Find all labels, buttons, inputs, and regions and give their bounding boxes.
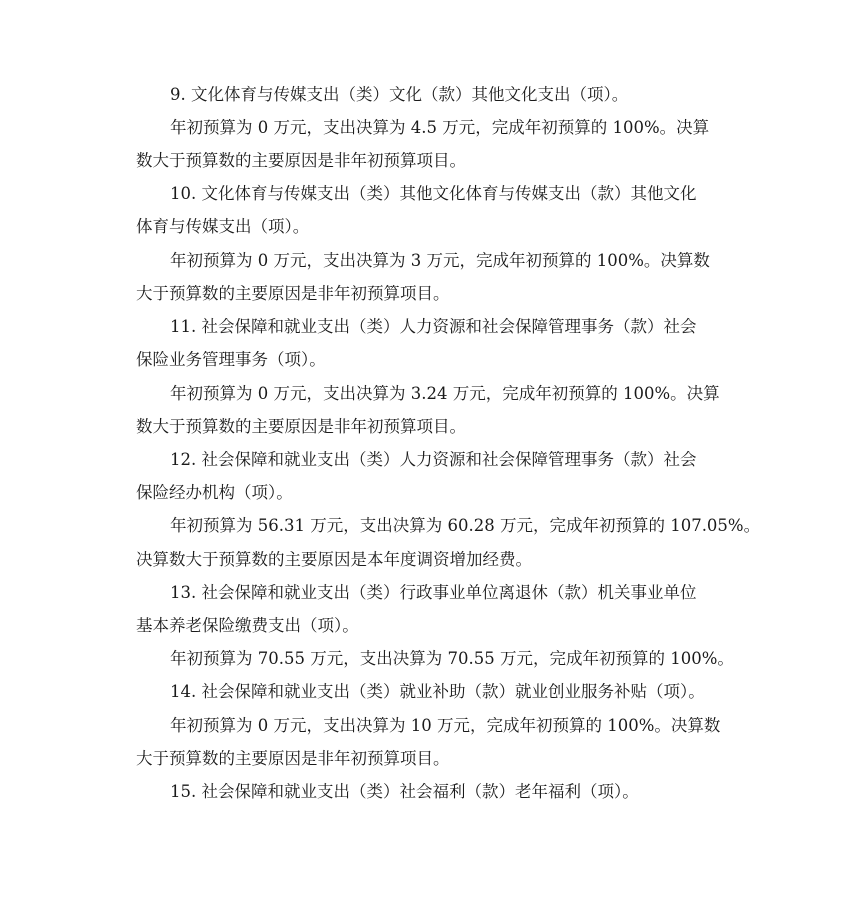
- item-11-heading-line-2: 保险业务管理事务（项）。: [136, 350, 326, 369]
- item-11-heading-line-1: 11. 社会保障和就业支出（类）人力资源和社会保障管理事务（款）社会: [170, 317, 697, 336]
- item-13-body-line-1: 年初预算为 70.55 万元，支出决算为 70.55 万元，完成年初预算的 100%。: [170, 649, 734, 668]
- item-9-heading: 9. 文化体育与传媒支出（类）文化（款）其他文化支出（项）。: [170, 85, 629, 104]
- item-10-body-line-1: 年初预算为 0 万元，支出决算为 3 万元，完成年初预算的 100%。决算数: [170, 251, 710, 270]
- item-12-body-line-2: 决算数大于预算数的主要原因是本年度调资增加经费。: [136, 550, 532, 569]
- item-10-body-line-2: 大于预算数的主要原因是非年初预算项目。: [136, 284, 450, 303]
- item-11-body-line-2: 数大于预算数的主要原因是非年初预算项目。: [136, 417, 466, 436]
- item-10-heading-line-1: 10. 文化体育与传媒支出（类）其他文化体育与传媒支出（款）其他文化: [170, 184, 697, 203]
- item-9-body-line-1: 年初预算为 0 万元，支出决算为 4.5 万元，完成年初预算的 100%。决算: [170, 118, 710, 137]
- item-14-heading: 14. 社会保障和就业支出（类）就业补助（款）就业创业服务补贴（项）。: [170, 682, 705, 701]
- item-14-body-line-2: 大于预算数的主要原因是非年初预算项目。: [136, 749, 450, 768]
- item-11-body-line-1: 年初预算为 0 万元，支出决算为 3.24 万元，完成年初预算的 100%。决算: [170, 384, 720, 403]
- item-12-body-line-1: 年初预算为 56.31 万元，支出决算为 60.28 万元，完成年初预算的 107.05%。: [170, 516, 761, 535]
- item-12-heading-line-2: 保险经办机构（项）。: [136, 483, 293, 502]
- item-12-heading-line-1: 12. 社会保障和就业支出（类）人力资源和社会保障管理事务（款）社会: [170, 450, 697, 469]
- item-13-heading-line-1: 13. 社会保障和就业支出（类）行政事业单位离退休（款）机关事业单位: [170, 583, 697, 602]
- item-15-heading: 15. 社会保障和就业支出（类）社会福利（款）老年福利（项）。: [170, 782, 639, 801]
- item-14-body-line-1: 年初预算为 0 万元，支出决算为 10 万元，完成年初预算的 100%。决算数: [170, 716, 721, 735]
- item-13-heading-line-2: 基本养老保险缴费支出（项）。: [136, 616, 359, 635]
- item-9-body-line-2: 数大于预算数的主要原因是非年初预算项目。: [136, 151, 466, 170]
- item-10-heading-line-2: 体育与传媒支出（项）。: [136, 217, 310, 236]
